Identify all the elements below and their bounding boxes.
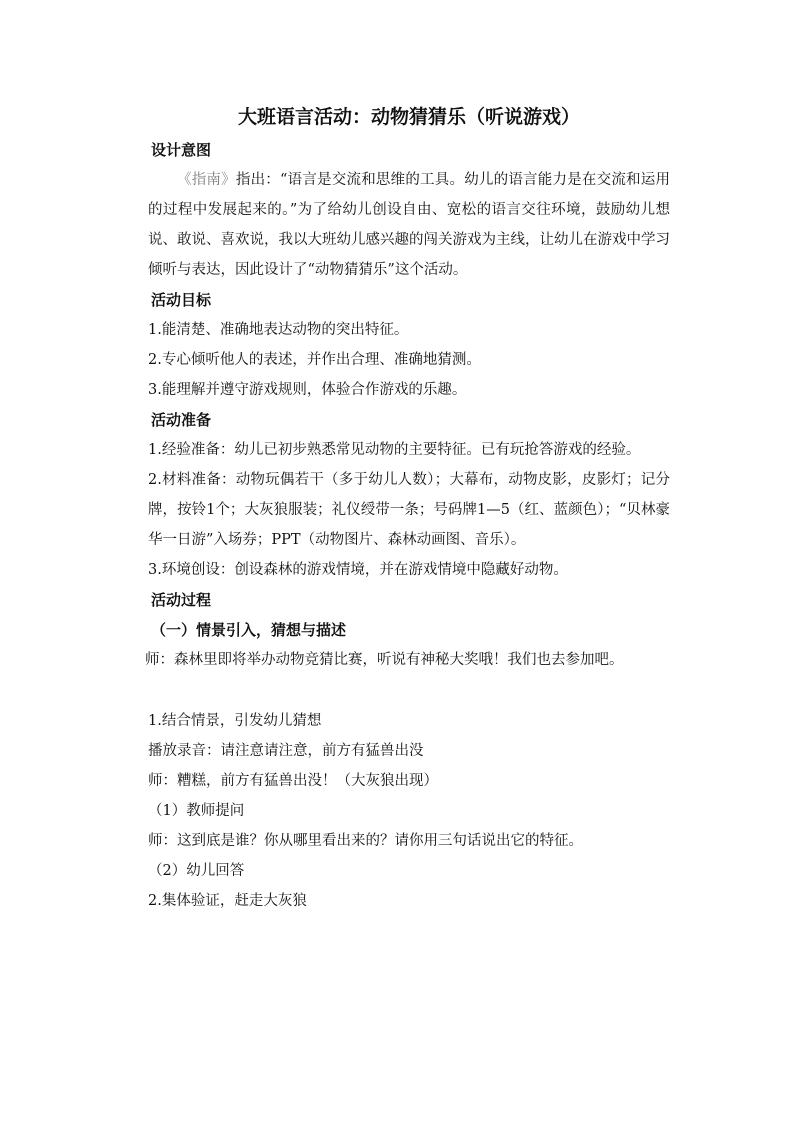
- process-line-5: 师：这到底是谁？你从哪里看出来的？请你用三句话说出它的特征。: [148, 833, 583, 849]
- design-intent-paragraph: [148, 165, 670, 285]
- process-line-4: （1）教师提问: [148, 803, 245, 819]
- activity-goals-heading: 活动目标: [151, 291, 212, 309]
- process-part1-heading: （一）情景引入，猜想与描述: [151, 621, 347, 639]
- guide-reference: 《指南》: [177, 172, 236, 188]
- process-line-2: 播放录音：请注意请注意，前方有猛兽出没: [148, 743, 424, 759]
- goal-item-3: 3.能理解并遵守游戏规则，体验合作游戏的乐趣。: [148, 382, 467, 398]
- process-intro: 师：森林里即将举办动物竞猜比赛，听说有神秘大奖哦！我们也去参加吧。: [145, 652, 624, 668]
- design-intent-heading: 设计意图: [151, 141, 212, 159]
- document-content: [145, 103, 670, 916]
- activity-prep-heading: 活动准备: [151, 411, 212, 429]
- process-line-1: 1.结合情景，引发幼儿猜想: [148, 713, 322, 729]
- design-intent-text: 指出：“语言是交流和思维的工具。幼儿的语言能力是在交流和运用的过程中发展起来的。”为了给幼儿创设自由、宽松的语言交往环境，鼓励幼儿想说、敢说、喜欢说，我以大班幼儿感兴趣的闯关游戏为主线，让幼儿在游戏中学习倾听与表达，因此设计了“动物猜猜乐”这个活动。: [148, 172, 670, 278]
- prep-item-2: 2.材料准备：动物玩偶若干（多于幼儿人数）；大幕布，动物皮影，皮影灯；记分牌，按铃1个；大灰狼服装；礼仪绶带一条；号码牌1—5（红、蓝颜色）；“贝林豪华一日游”入场券；PPT（动物图片、森林动画图、音乐）。: [148, 472, 670, 548]
- goal-item-2: 2.专心倾听他人的表述，并作出合理、准确地猜测。: [148, 352, 481, 368]
- blank-line: [148, 675, 670, 706]
- prep-item-3: 3.环境创设：创设森林的游戏情境，并在游戏情境中隐藏好动物。: [148, 562, 568, 578]
- activity-process-heading: 活动过程: [151, 591, 212, 609]
- process-line-6: （2）幼儿回答: [148, 863, 245, 879]
- goal-item-1: 1.能清楚、准确地表达动物的突出特征。: [148, 322, 409, 338]
- document-title: 大班语言活动：动物猜猜乐（听说游戏）: [237, 106, 580, 128]
- process-line-3: 师：糟糕，前方有猛兽出没！（大灰狼出现）: [148, 773, 438, 789]
- prep-item-1: 1.经验准备：幼儿已初步熟悉常见动物的主要特征。已有玩抢答游戏的经验。: [148, 442, 641, 458]
- process-line-7: 2.集体验证，赶走大灰狼: [148, 893, 307, 909]
